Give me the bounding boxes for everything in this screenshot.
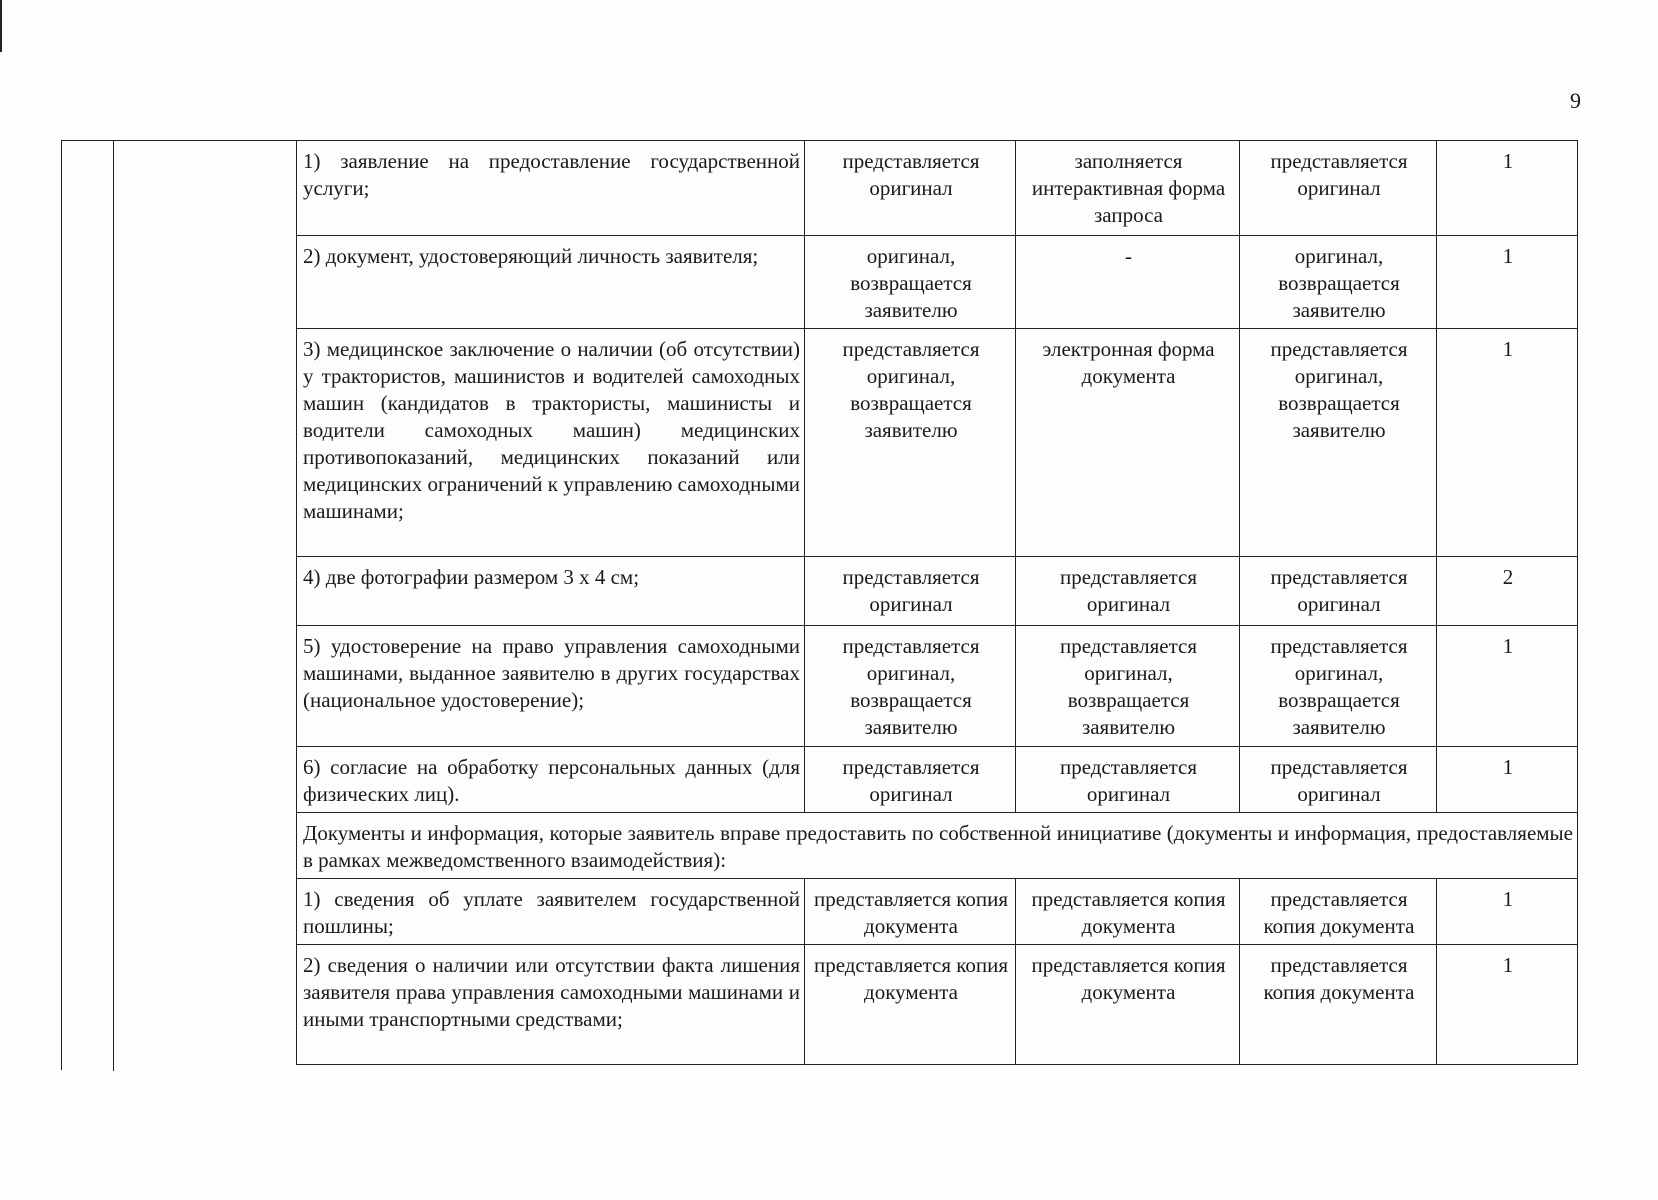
electronic-form-cell: представляется оригинал <box>1016 747 1240 813</box>
submission-form-cell: представляется оригинал <box>805 747 1016 813</box>
quantity-cell: 2 <box>1437 557 1578 626</box>
table-row <box>297 236 1578 329</box>
quantity-cell: 1 <box>1437 141 1578 236</box>
quantity-cell: 1 <box>1437 626 1578 747</box>
mfc-form-cell: представляется оригинал, возвращается заявителю <box>1240 626 1437 747</box>
electronic-form-cell: заполняется интерактивная форма запроса <box>1016 141 1240 236</box>
electronic-form-cell: представляется оригинал <box>1016 557 1240 626</box>
table-row <box>297 557 1578 626</box>
documents-table <box>296 140 1578 1065</box>
section-heading-row <box>297 813 1578 879</box>
mfc-form-cell: представляется оригинал <box>1240 557 1437 626</box>
electronic-form-cell: - <box>1016 236 1240 329</box>
page-number: 9 <box>1570 88 1581 113</box>
mfc-form-cell: оригинал, возвращается заявителю <box>1240 236 1437 329</box>
quantity-cell: 1 <box>1437 945 1578 1065</box>
table-row <box>297 626 1578 747</box>
mfc-form-cell: представляется оригинал, возвращается заявителю <box>1240 329 1437 557</box>
quantity-cell: 1 <box>1437 747 1578 813</box>
submission-form-cell: представляется копия документа <box>805 945 1016 1065</box>
mfc-form-cell: представляется оригинал <box>1240 747 1437 813</box>
document-name-cell: 6) согласие на обработку персональных данных (для физических лиц). <box>297 747 805 813</box>
mfc-form-cell: представляется копия документа <box>1240 945 1437 1065</box>
submission-form-cell: представляется оригинал <box>805 141 1016 236</box>
mfc-form-cell: представляется копия документа <box>1240 879 1437 945</box>
submission-form-cell: представляется копия документа <box>805 879 1016 945</box>
electronic-form-cell: представляется копия документа <box>1016 945 1240 1065</box>
table-row <box>297 329 1578 557</box>
table-left-columns <box>61 140 297 1070</box>
quantity-cell: 1 <box>1437 236 1578 329</box>
document-name-cell: 5) удостоверение на право управления самоходными машинами, выданное заявителю в других государствах (национальное удостоверение); <box>297 626 805 747</box>
table-row <box>297 747 1578 813</box>
scan-edge-mark <box>0 0 2 52</box>
document-name-cell: 3) медицинское заключение о наличии (об отсутствии) у трактористов, машинистов и водителей самоходных машин (кандидатов в трактористы, машинисты и водители самоходных машин) медицинских противопоказаний, медицинских показаний или медицинских ограничений к управлению самоходными машинами; <box>297 329 805 557</box>
submission-form-cell: представляется оригинал <box>805 557 1016 626</box>
mfc-form-cell: представляется оригинал <box>1240 141 1437 236</box>
section-heading: Документы и информация, которые заявитель вправе предоставить по собственной инициативе (документы и информация, предоставляемые в рамках межведомственного взаимодействия): <box>297 813 1578 879</box>
electronic-form-cell: представляется копия документа <box>1016 879 1240 945</box>
document-name-cell: 1) сведения об уплате заявителем государственной пошлины; <box>297 879 805 945</box>
document-name-cell: 2) сведения о наличии или отсутствии факта лишения заявителя права управления самоходными машинами и иными транспортными средствами; <box>297 945 805 1065</box>
document-name-cell: 1) заявление на предоставление государственной услуги; <box>297 141 805 236</box>
column-divider <box>113 141 114 1071</box>
document-name-cell: 2) документ, удостоверяющий личность заявителя; <box>297 236 805 329</box>
electronic-form-cell: представляется оригинал, возвращается заявителю <box>1016 626 1240 747</box>
table-row <box>297 879 1578 945</box>
quantity-cell: 1 <box>1437 329 1578 557</box>
submission-form-cell: представляется оригинал, возвращается заявителю <box>805 329 1016 557</box>
quantity-cell: 1 <box>1437 879 1578 945</box>
table-row <box>297 141 1578 236</box>
electronic-form-cell: электронная форма документа <box>1016 329 1240 557</box>
document-name-cell: 4) две фотографии размером 3 х 4 см; <box>297 557 805 626</box>
submission-form-cell: оригинал, возвращается заявителю <box>805 236 1016 329</box>
table-row <box>297 945 1578 1065</box>
submission-form-cell: представляется оригинал, возвращается заявителю <box>805 626 1016 747</box>
